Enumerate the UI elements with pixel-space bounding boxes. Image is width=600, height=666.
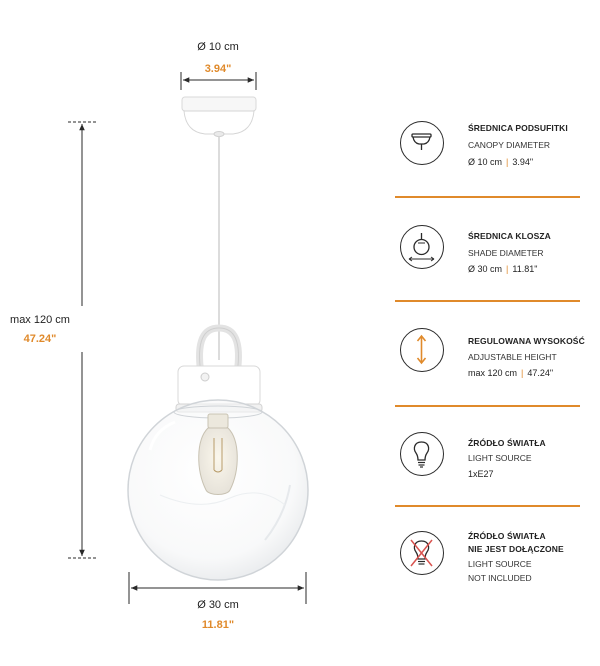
feature-title: REGULOWANA WYSOKOŚĆ — [468, 336, 585, 346]
feature-light-source — [398, 432, 588, 504]
canopy-icon — [400, 121, 444, 165]
shade-icon — [400, 225, 444, 269]
feature-subtitle: LIGHT SOURCE — [468, 559, 532, 569]
feature-adjustable-height — [398, 328, 588, 400]
canopy-dimension-metric: Ø 10 cm — [197, 41, 239, 53]
shade-dimension-metric: Ø 30 cm — [197, 599, 239, 611]
feature-value-imperial: 47.24" — [527, 368, 554, 378]
bulb-crossed-icon — [400, 531, 444, 575]
value-separator: | — [521, 368, 524, 378]
feature-value-metric: Ø 10 cm — [468, 157, 503, 167]
feature-light-source-not-included — [398, 531, 588, 603]
canopy-dimension-line — [181, 72, 256, 90]
feature-divider — [395, 196, 580, 198]
feature-subtitle-line2: NOT INCLUDED — [468, 573, 532, 583]
feature-title: ŹRÓDŁO ŚWIATŁA — [468, 438, 546, 448]
feature-divider — [395, 505, 580, 507]
adjustable-height-icon — [400, 328, 444, 372]
feature-subtitle: ADJUSTABLE HEIGHT — [468, 352, 557, 362]
feature-value — [468, 368, 553, 378]
feature-title: ŹRÓDŁO ŚWIATŁA — [468, 531, 546, 541]
feature-value-imperial: 11.81" — [512, 264, 538, 274]
feature-subtitle: SHADE DIAMETER — [468, 248, 544, 258]
feature-title: ŚREDNICA PODSUFITKI — [468, 123, 568, 133]
height-dimension-line — [68, 122, 96, 558]
feature-value-metric: Ø 30 cm — [468, 264, 503, 274]
feature-canopy-diameter — [398, 121, 588, 193]
feature-value — [468, 264, 537, 274]
height-dimension-metric: max 120 cm — [10, 314, 70, 326]
feature-value — [468, 157, 533, 167]
feature-subtitle: LIGHT SOURCE — [468, 453, 532, 463]
value-separator: | — [506, 264, 509, 274]
feature-divider — [395, 300, 580, 302]
lamp-canopy — [182, 97, 256, 137]
feature-title: ŚREDNICA KLOSZA — [468, 231, 551, 241]
feature-value-metric: max 120 cm — [468, 368, 518, 378]
feature-subtitle: CANOPY DIAMETER — [468, 140, 551, 150]
value-separator: | — [506, 157, 509, 167]
feature-value: 1xE27 — [468, 469, 494, 479]
feature-title-line2: NIE JEST DOŁĄCZONE — [468, 544, 564, 554]
canopy-dimension-imperial: 3.94" — [204, 63, 232, 75]
feature-value-imperial: 3.94" — [512, 157, 534, 167]
shade-dimension-imperial: 11.81" — [201, 619, 235, 631]
feature-divider — [395, 405, 580, 407]
height-dimension-imperial: 47.24" — [23, 333, 57, 345]
feature-shade-diameter — [398, 225, 588, 297]
bulb-icon — [400, 432, 444, 476]
